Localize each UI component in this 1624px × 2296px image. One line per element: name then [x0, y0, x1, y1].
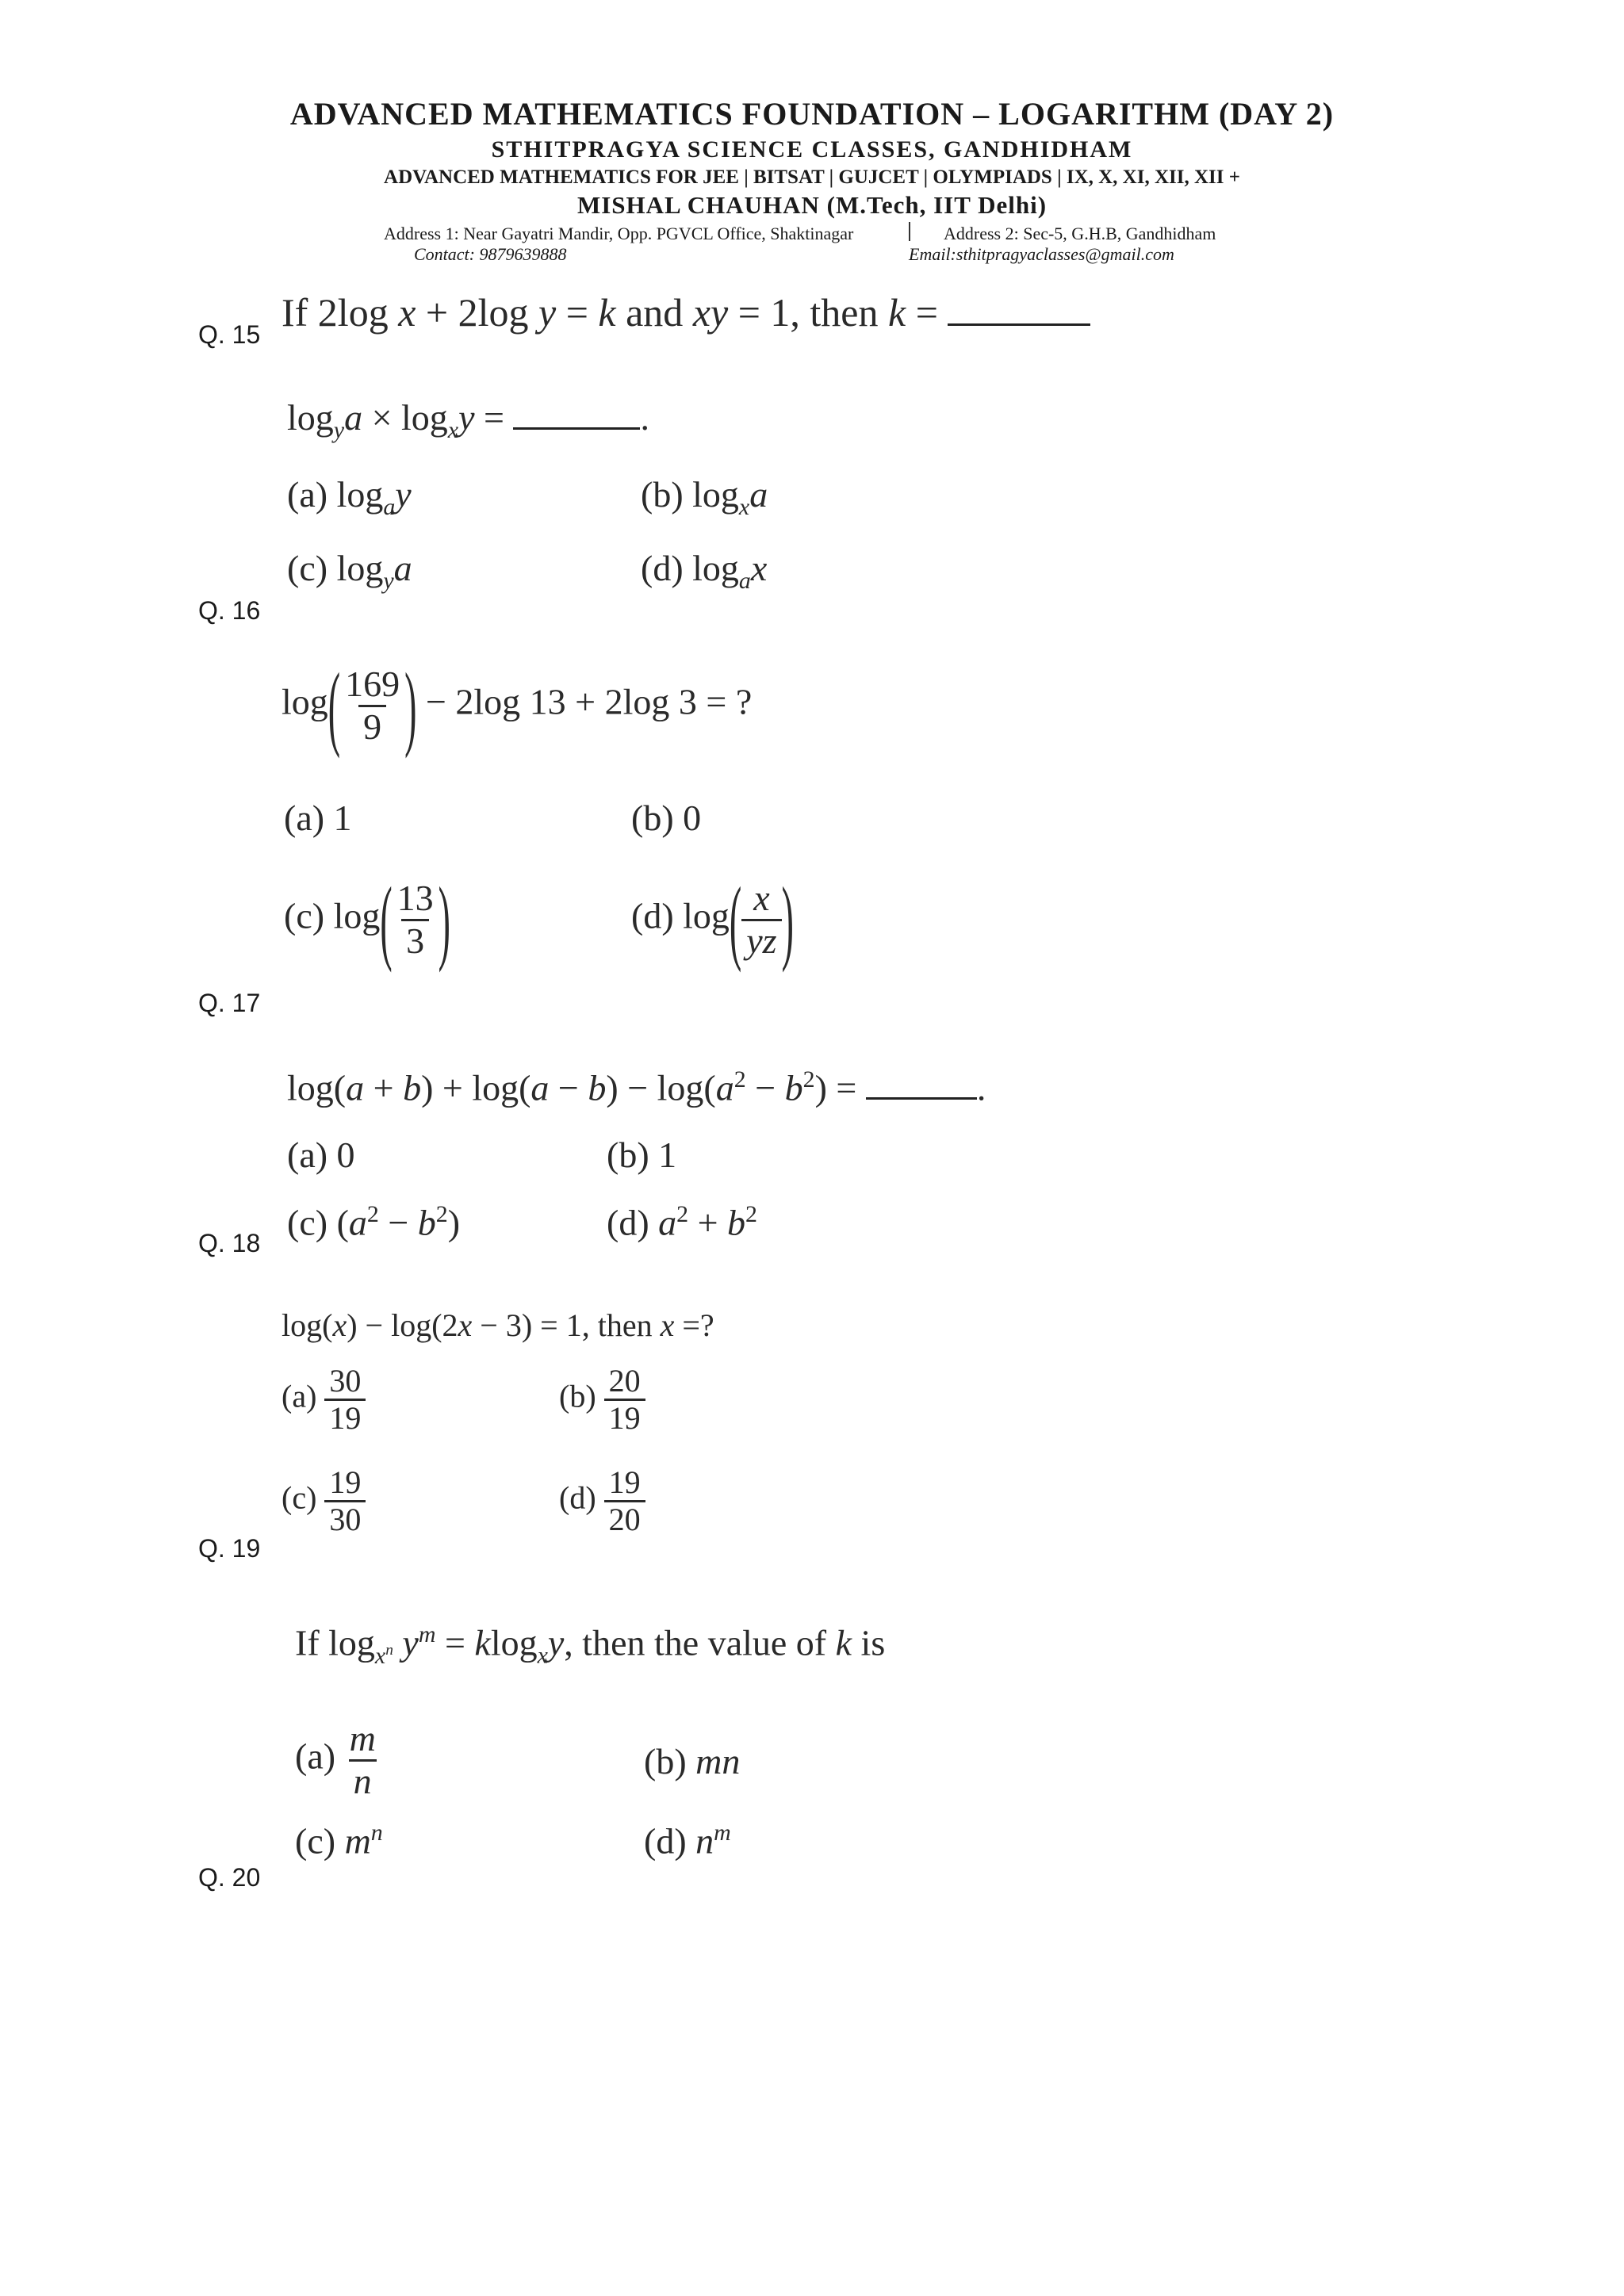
q18-option-d: (d) $a^2 + b^2$	[607, 1201, 757, 1243]
q18-option-c: (c) $(a^2 - b^2)$	[287, 1201, 461, 1243]
q20-option-d: (d) $n^m$	[644, 1820, 731, 1862]
q16-option-a: (a) $\log_ay$	[287, 474, 412, 521]
q17-label: Q. 17	[198, 989, 261, 1017]
q20-stem: If $\log_{x^n} y^m = klog_xy$, then the value of k is	[295, 1621, 886, 1669]
page-title: ADVANCED MATHEMATICS FOUNDATION – LOGARITHM (DAY 2)	[289, 96, 1335, 132]
q19-option-d: (d) $\frac{19}{20}$	[559, 1465, 645, 1537]
q20-option-b: (b) mn	[644, 1741, 741, 1781]
q19-option-b: (b) $\frac{20}{19}$	[559, 1364, 645, 1436]
contact-row	[0, 244, 1624, 265]
q16-label: Q. 16	[198, 596, 261, 625]
q17-option-c: (c) log( $\frac{13}{3}$ )	[284, 867, 450, 973]
contact-number: Contact: 9879639888	[414, 244, 567, 264]
courses-line: ADVANCED MATHEMATICS FOR JEE | BITSAT | GUJCET | OLYMPIADS | IX, X, XI, XII, XII +	[384, 166, 1240, 188]
q20-option-c: (c) $m^n$	[295, 1820, 383, 1862]
teacher-name: MISHAL CHAUHAN (M.Tech, IIT Delhi)	[576, 191, 1048, 219]
q20-option-a: (a) $\frac{m}{n}$	[295, 1718, 376, 1801]
institute-name: STHITPRAGYA SCIENCE CLASSES, GANDHIDHAM	[491, 136, 1133, 163]
q16-option-b: (b) $\log_xa$	[641, 474, 768, 521]
q17-option-d: (d) log( $\frac{x}{yz}$ )	[631, 867, 794, 973]
q18-label: Q. 18	[198, 1229, 261, 1257]
q19-option-a: (a) $\frac{30}{19}$	[282, 1364, 366, 1436]
address-separator	[909, 222, 910, 241]
q18-option-b: (b) 1	[607, 1135, 677, 1175]
q17-stem: log( $\frac{169}{9}$ ) − 2log 13 + 2log 3 = ?	[282, 652, 753, 759]
q16-stem: $\log_ya \times \log_xy$ = .	[287, 397, 649, 444]
q19-stem: log(x) − log(2x − 3) = 1, then x =?	[282, 1307, 714, 1343]
contact-email: Email:sthitpragyaclasses@gmail.com	[909, 244, 1174, 264]
q16-option-d: (d) $\log_ax$	[641, 548, 768, 595]
q17-option-b: (b) 0	[631, 798, 702, 838]
address-1: Address 1: Near Gayatri Mandir, Opp. PGVCL Office, Shaktinagar	[384, 224, 854, 243]
q15-label: Q. 15	[198, 320, 261, 349]
q16-option-c: (c) $\log_ya$	[287, 548, 412, 595]
q15-stem: If 2log x + 2log y = k and xy = 1, then k =	[282, 289, 1090, 335]
q19-label: Q. 19	[198, 1534, 261, 1563]
q19-option-c: (c) $\frac{19}{30}$	[282, 1465, 366, 1537]
address-2: Address 2: Sec-5, G.H.B, Gandhidham	[944, 224, 1216, 243]
page-header	[0, 94, 1624, 265]
address-row	[0, 220, 1624, 244]
q18-stem: $\log(a + b) + \log(a - b) - \log(a^2 - b^2)$ = .	[287, 1066, 986, 1108]
q18-option-a: (a) 0	[287, 1135, 355, 1175]
q17-option-a: (a) 1	[284, 798, 352, 838]
q20-label: Q. 20	[198, 1863, 261, 1892]
